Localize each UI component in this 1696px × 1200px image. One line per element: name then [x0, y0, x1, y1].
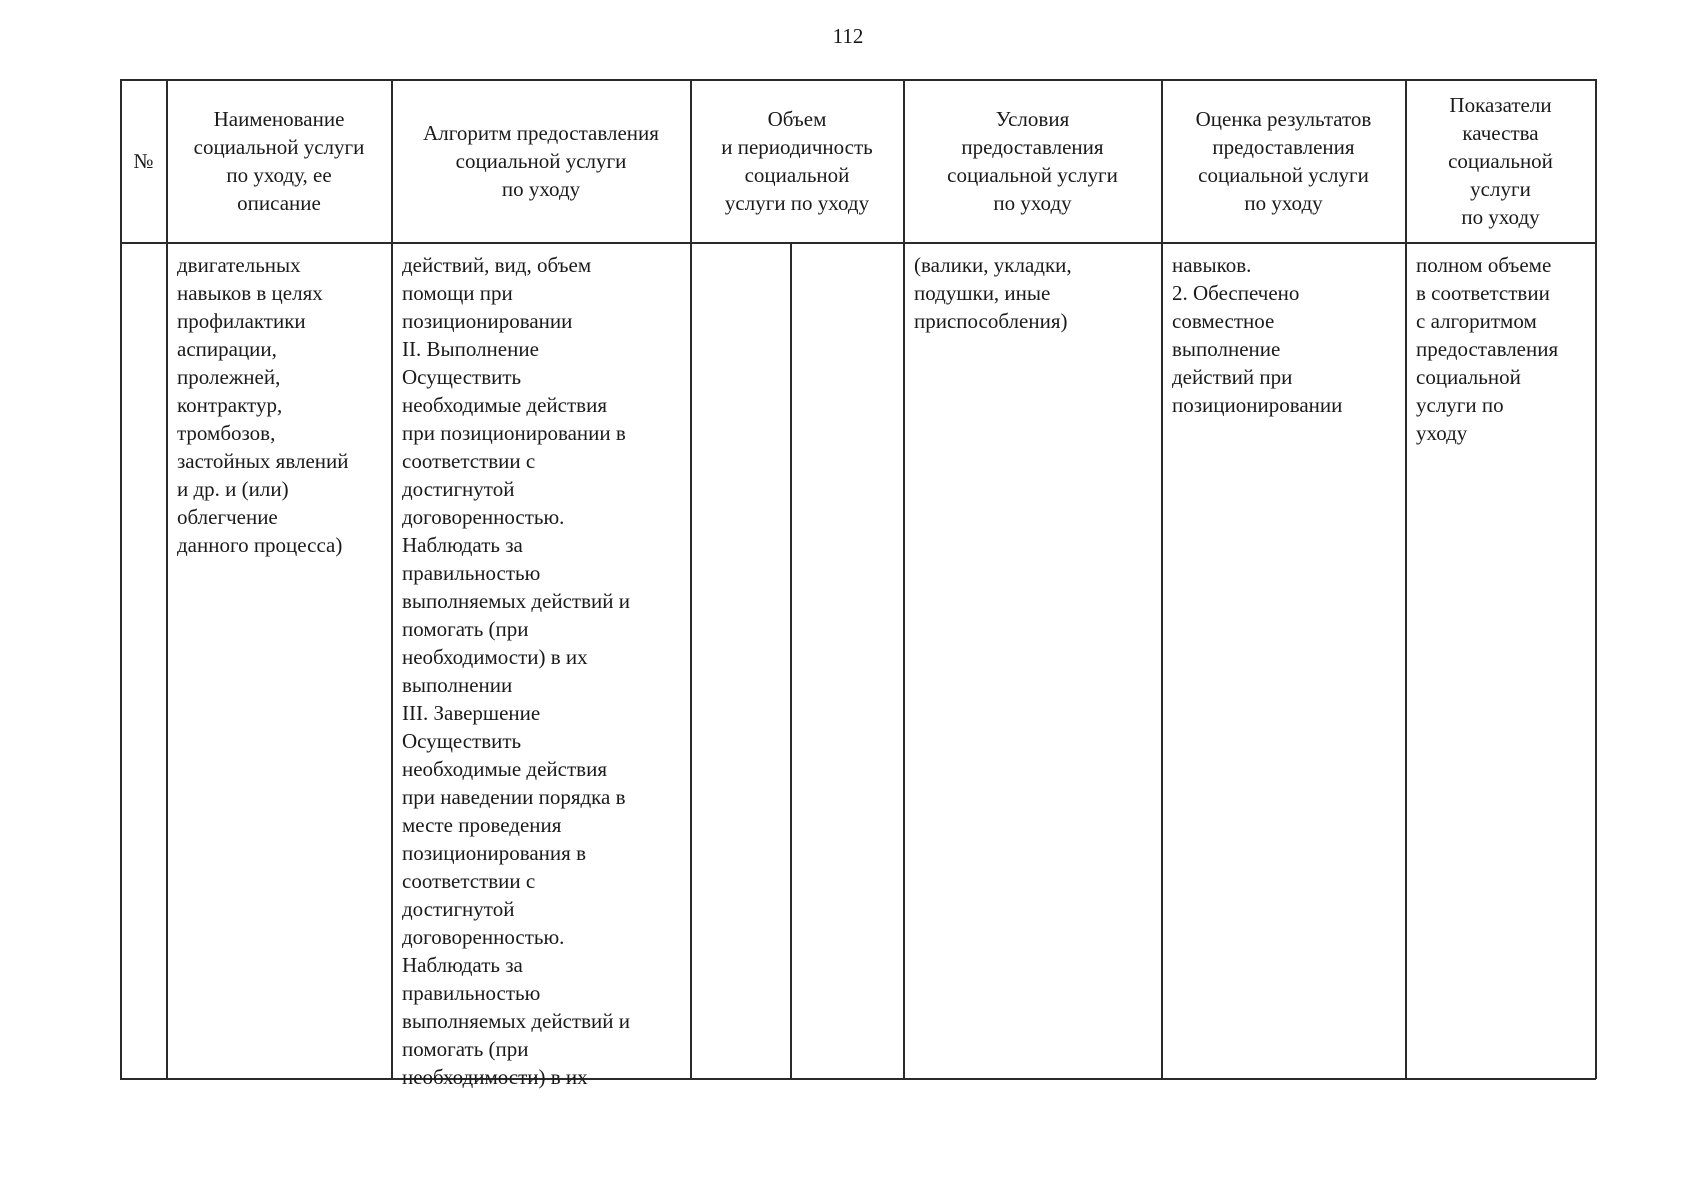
table-bottom-border: [120, 1078, 1596, 1080]
row-volume-periodicity: [791, 243, 903, 1078]
header-algorithm: Алгоритм предоставления социальной услуги по уходу: [423, 121, 659, 201]
page-number: 112: [832, 24, 864, 48]
header-number: №: [133, 149, 154, 173]
header-conditions: Условия предоставления социальной услуги по уходу: [947, 107, 1118, 215]
row-volume-amount: [691, 243, 790, 1078]
header-evaluation: Оценка результатов предоставления социальной услуги по уходу: [1195, 107, 1372, 215]
row-conditions: (валики, укладки, подушки, иные приспособления): [914, 253, 1072, 333]
row-quality: полном объеме в соответствии с алгоритмом предоставления социальной услуги по уходу: [1416, 253, 1559, 445]
header-volume: Объем и периодичность социальной услуги по уходу: [721, 107, 873, 215]
row-number: [121, 243, 166, 1078]
header-quality: Показатели качества социальной услуги по уходу: [1448, 93, 1553, 229]
header-service-name: Наименование социальной услуги по уходу, ее описание: [193, 107, 365, 215]
row-evaluation: навыков. 2. Обеспечено совместное выполнение действий при позиционировании: [1172, 253, 1343, 417]
column-divider: [1595, 79, 1597, 1079]
service-table: [120, 79, 1596, 1089]
row-service-name: двигательных навыков в целях профилактики аспирации, пролежней, контрактур, тромбозов, застойных явлений и др. и (или) облегчение данного процесса): [177, 253, 349, 557]
row-algorithm: действий, вид, объем помощи при позиционировании II. Выполнение Осуществить необходимые действия при позиционировании в соответствии с достигнутой договоренностью. Наблюдать за правильностью выполняемых действий и помогать (при необходимости) в их выполнении III. Завершение Осуществить необходимые действия при наведении порядка в месте проведения позиционирования в соответствии с достигнутой договоренностью. Наблюдать за правильностью выполняемых действий и помогать (при необходимости) в их: [402, 253, 630, 1089]
